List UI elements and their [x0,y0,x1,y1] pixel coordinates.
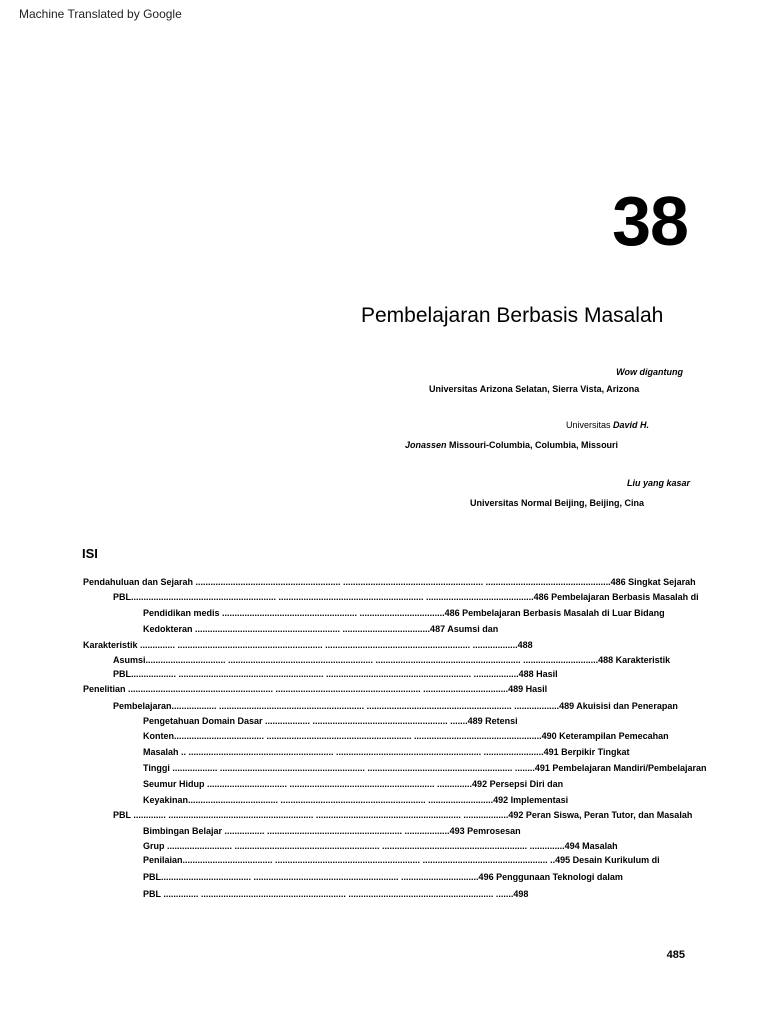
toc-line: PBL ............. .......................................................... .......................................................... ..................492 Peran Siswa, Peran Tutor, dan Masalah [113,810,693,820]
toc-line: PBL .............. .......................................................... .......................................................... .......498 [143,889,529,899]
page-number: 485 [666,949,685,961]
toc-line: Tinggi .................. .......................................................... .......................................................... ........491 Pembelajaran Mandiri/Pembelajaran [143,763,707,773]
toc-line: Karakteristik .............. .......................................................... .......................................................... ..................488 [83,640,533,650]
toc-line: Asumsi................................ .......................................................... .......................................................... ..............................488 Karakteristik [113,655,671,665]
author-2-affiliation-line [405,440,618,450]
toc-line: Pembelajaran.................. .......................................................... .......................................................... ..................489 Akuisisi dan Penerapan [113,701,678,711]
toc-line: Pendidikan medis ...................................................... ..................................486 Pembelajaran Berbasis Masalah di Luar Bidang [143,608,665,618]
toc-line: Penelitian .......................................................... .......................................................... ..................................489 Hasil [83,684,548,694]
author-2-line [566,420,649,430]
contents-heading: ISI [82,546,98,561]
author-1-affiliation: Universitas Arizona Selatan, Sierra Vista, Arizona [429,384,640,394]
toc-line: Kedokteran .......................................................... ...................................487 Asumsi dan [143,624,499,634]
translation-banner: Machine Translated by Google [19,7,182,21]
toc-line: Grup .......................... .......................................................... .......................................................... ..............494 Masalah [143,841,618,851]
toc-line: Keyakinan.................................... .......................................................... ..........................492 Implementasi [143,795,569,805]
toc-line: Penilaian.................................... .......................................................... .................................................. ..495 Desain Kurikulum di [143,855,660,865]
author-1-name: Wow digantung [616,367,683,377]
chapter-number: 38 [612,182,688,260]
toc-line: Pendahuluan dan Sejarah .......................................................... ........................................................ ..................................................486 Singkat Sejarah [83,577,696,587]
author-3-name: Liu yang kasar [626,478,690,488]
chapter-title: Pembelajaran Berbasis Masalah [361,304,664,327]
toc-line: Bimbingan Belajar ................ ...................................................... ..................493 Pemrosesan [143,826,521,836]
toc-line: Konten.................................... .......................................................... ...................................................490 Keterampilan Pemecahan [143,731,669,741]
toc-line: PBL.................. .......................................................... .......................................................... ..................488 Hasil [113,669,558,679]
toc-line: PBL.................................... .......................................................... ...............................496 Penggunaan Teknologi dalam [143,872,623,882]
toc-line: Pengetahuan Domain Dasar .................. ...................................................... .......489 Retensi [143,716,518,726]
toc-line: Masalah .. .......................................................... .......................................................... ........................491 Berpikir Tingkat [143,747,630,757]
author-2-prefix: Universitas [565,420,611,430]
toc-line: Seumur Hidup ................................ .......................................................... ..............492 Persepsi Diri dan [143,779,564,789]
author-2-name-part2: Jonassen [405,440,447,450]
author-2-affiliation: Missouri-Columbia, Columbia, Missouri [449,440,619,450]
author-3-affiliation: Universitas Normal Beijing, Beijing, Cina [470,498,645,508]
author-2-name-part1: David H. [612,420,649,430]
toc-line: PBL.......................................................... .......................................................... ...........................................486 Pembelajaran Berbasis Masalah di [113,592,699,602]
